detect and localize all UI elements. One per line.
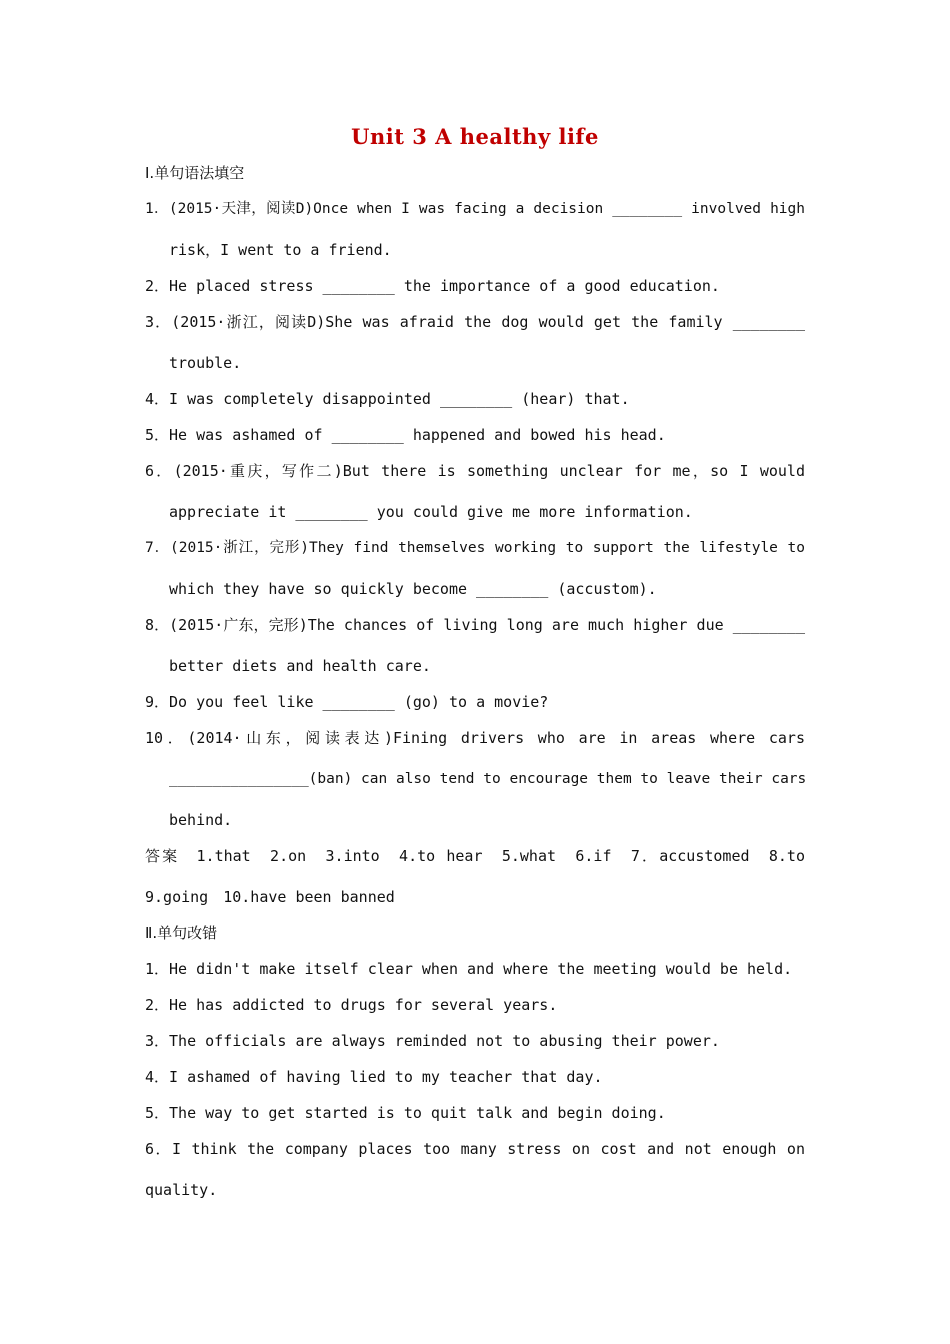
question-3-line-2: trouble. [169,354,242,372]
answers-line-1: 答案 1.that 2.on 3.into 4.to hear 5.what 6.if 7．accustomed 8.to [145,847,805,865]
correction-6-line-1: 6．I think the company places too many stress on cost and not enough on [145,1140,805,1158]
correction-4: 4．I ashamed of having lied to my teacher that day. [145,1068,603,1086]
answers-line-2: 9.going 10.have been banned [145,888,395,906]
correction-3: 3．The officials are always reminded not to abusing their power. [145,1032,720,1050]
question-6-line-2: appreciate it ________ you could give me more information. [169,503,693,521]
question-10-line-3: behind. [169,811,233,829]
question-7-line-1: 7．(2015·浙江，完形)They find themselves working to support the lifestyle to [145,540,805,556]
question-2: 2．He placed stress ________ the importance of a good education. [145,277,720,295]
question-4: 4．I was completely disappointed ________ (hear) that. [145,390,630,408]
question-8-line-2: better diets and health care. [169,657,431,675]
question-1-line-2: risk，I went to a friend. [169,241,392,259]
correction-5: 5．The way to get started is to quit talk and begin doing. [145,1104,666,1122]
question-10-line-1: 10．(2014·山东，阅读表达)Fining drivers who are in areas where cars [145,729,805,747]
question-1-line-1: 1．(2015·天津，阅读D)Once when I was facing a decision ________ involved high [145,201,805,217]
correction-1: 1．He didn't make itself clear when and where the meeting would be held. [145,960,793,978]
section-2-heading: Ⅱ.单句改错 [145,924,218,942]
question-5: 5．He was ashamed of ________ happened and bowed his head. [145,426,666,444]
correction-6-line-2: quality. [145,1181,218,1199]
question-10-line-2: ________________(ban) can also tend to encourage them to leave their cars [169,771,807,787]
question-8-line-1: 8．(2015·广东，完形)The chances of living long are much higher due ________ [145,616,805,634]
correction-2: 2．He has addicted to drugs for several years. [145,996,558,1014]
section-1-heading: Ⅰ.单句语法填空 [145,164,245,182]
question-9: 9．Do you feel like ________ (go) to a movie? [145,693,549,711]
page-title: Unit 3 A healthy life [351,124,599,149]
question-6-line-1: 6．(2015·重庆，写作二)But there is something unclear for me，so I would [145,462,805,480]
question-7-line-2: which they have so quickly become ________ (accustom). [169,580,657,598]
question-3-line-1: 3．(2015·浙江，阅读D)She was afraid the dog would get the family ________ [145,313,805,331]
